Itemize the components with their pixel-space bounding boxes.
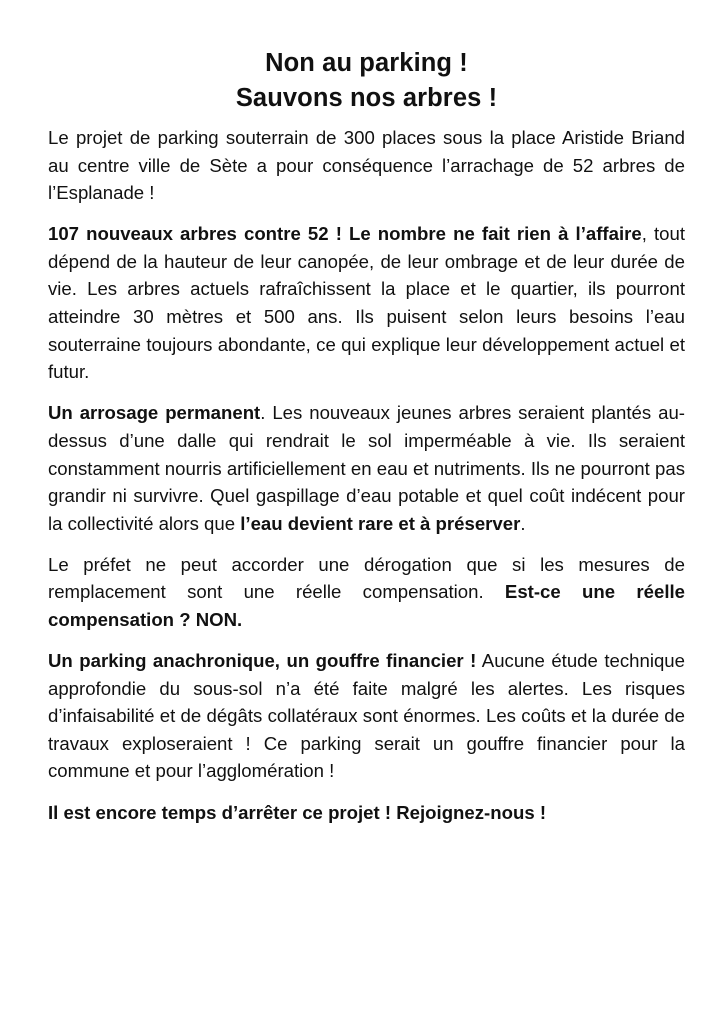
- bold-statement: Est-ce une réelle compensation ? NON.: [48, 581, 685, 630]
- paragraph-text: , tout dépend de la hauteur de leur canopée, de leur ombrage et de leur durée de vie. Les arbres actuels rafraîchissent la place et le quartier, ils pourront atteindre 30 mètres et 500 ans. Ils puisent selon leurs besoins l’eau souterraine toujours abondante, ce qui explique leur développement actuel et futur.: [48, 223, 685, 383]
- bold-statement: 107 nouveaux arbres contre 52 ! Le nombre ne fait rien à l’affaire: [48, 223, 642, 245]
- bold-statement: Un parking anachronique, un gouffre financier !: [48, 650, 477, 672]
- paragraph-watering: [48, 399, 685, 537]
- paragraph-text: Le préfet ne peut accorder une dérogation que si les mesures de remplacement sont une réelle compensation.: [48, 553, 685, 603]
- call-to-action: [48, 799, 685, 827]
- paragraph-text: . Les nouveaux jeunes arbres seraient plantés au-dessus d’une dalle qui rendrait le sol imperméable à vie. Ils seraient constamment nourris artificiellement en eau et nutriments. Ils ne pourront pas grandir ni survivre. Quel gaspillage d’eau potable et quel coût indécent pour la collectivité alors que: [48, 402, 685, 534]
- paragraph-prefect: [48, 551, 685, 634]
- paragraph-project: [48, 124, 685, 207]
- paragraph-new-trees: [48, 220, 685, 386]
- bold-statement: Il est encore temps d’arrêter ce projet ! Rejoignez-nous !: [48, 801, 547, 823]
- bold-statement: l’eau devient rare et à préserver: [240, 512, 521, 534]
- title-line-1: Non au parking !: [265, 49, 468, 77]
- paragraph-text: Aucune étude technique approfondie du sous-sol n’a été faite malgré les alertes. Les risques d’infaisabilité et de dégâts collatéraux sont énormes. Les coûts et la durée de travaux exploseraient ! Ce parking serait un gouffre financier pour la commune et pour l’agglomération !: [48, 650, 685, 782]
- bold-statement: Un arrosage permanent: [48, 402, 261, 424]
- paragraph-text: Le projet de parking souterrain de 300 places sous la place Aristide Briand au centre ville de Sète a pour conséquence l’arrachage de 52 arbres de l’Esplanade !: [48, 127, 685, 204]
- page-title: [48, 46, 685, 116]
- title-line-2: Sauvons nos arbres !: [235, 84, 498, 112]
- paragraph-financial: [48, 647, 685, 785]
- paragraph-text: .: [520, 512, 526, 534]
